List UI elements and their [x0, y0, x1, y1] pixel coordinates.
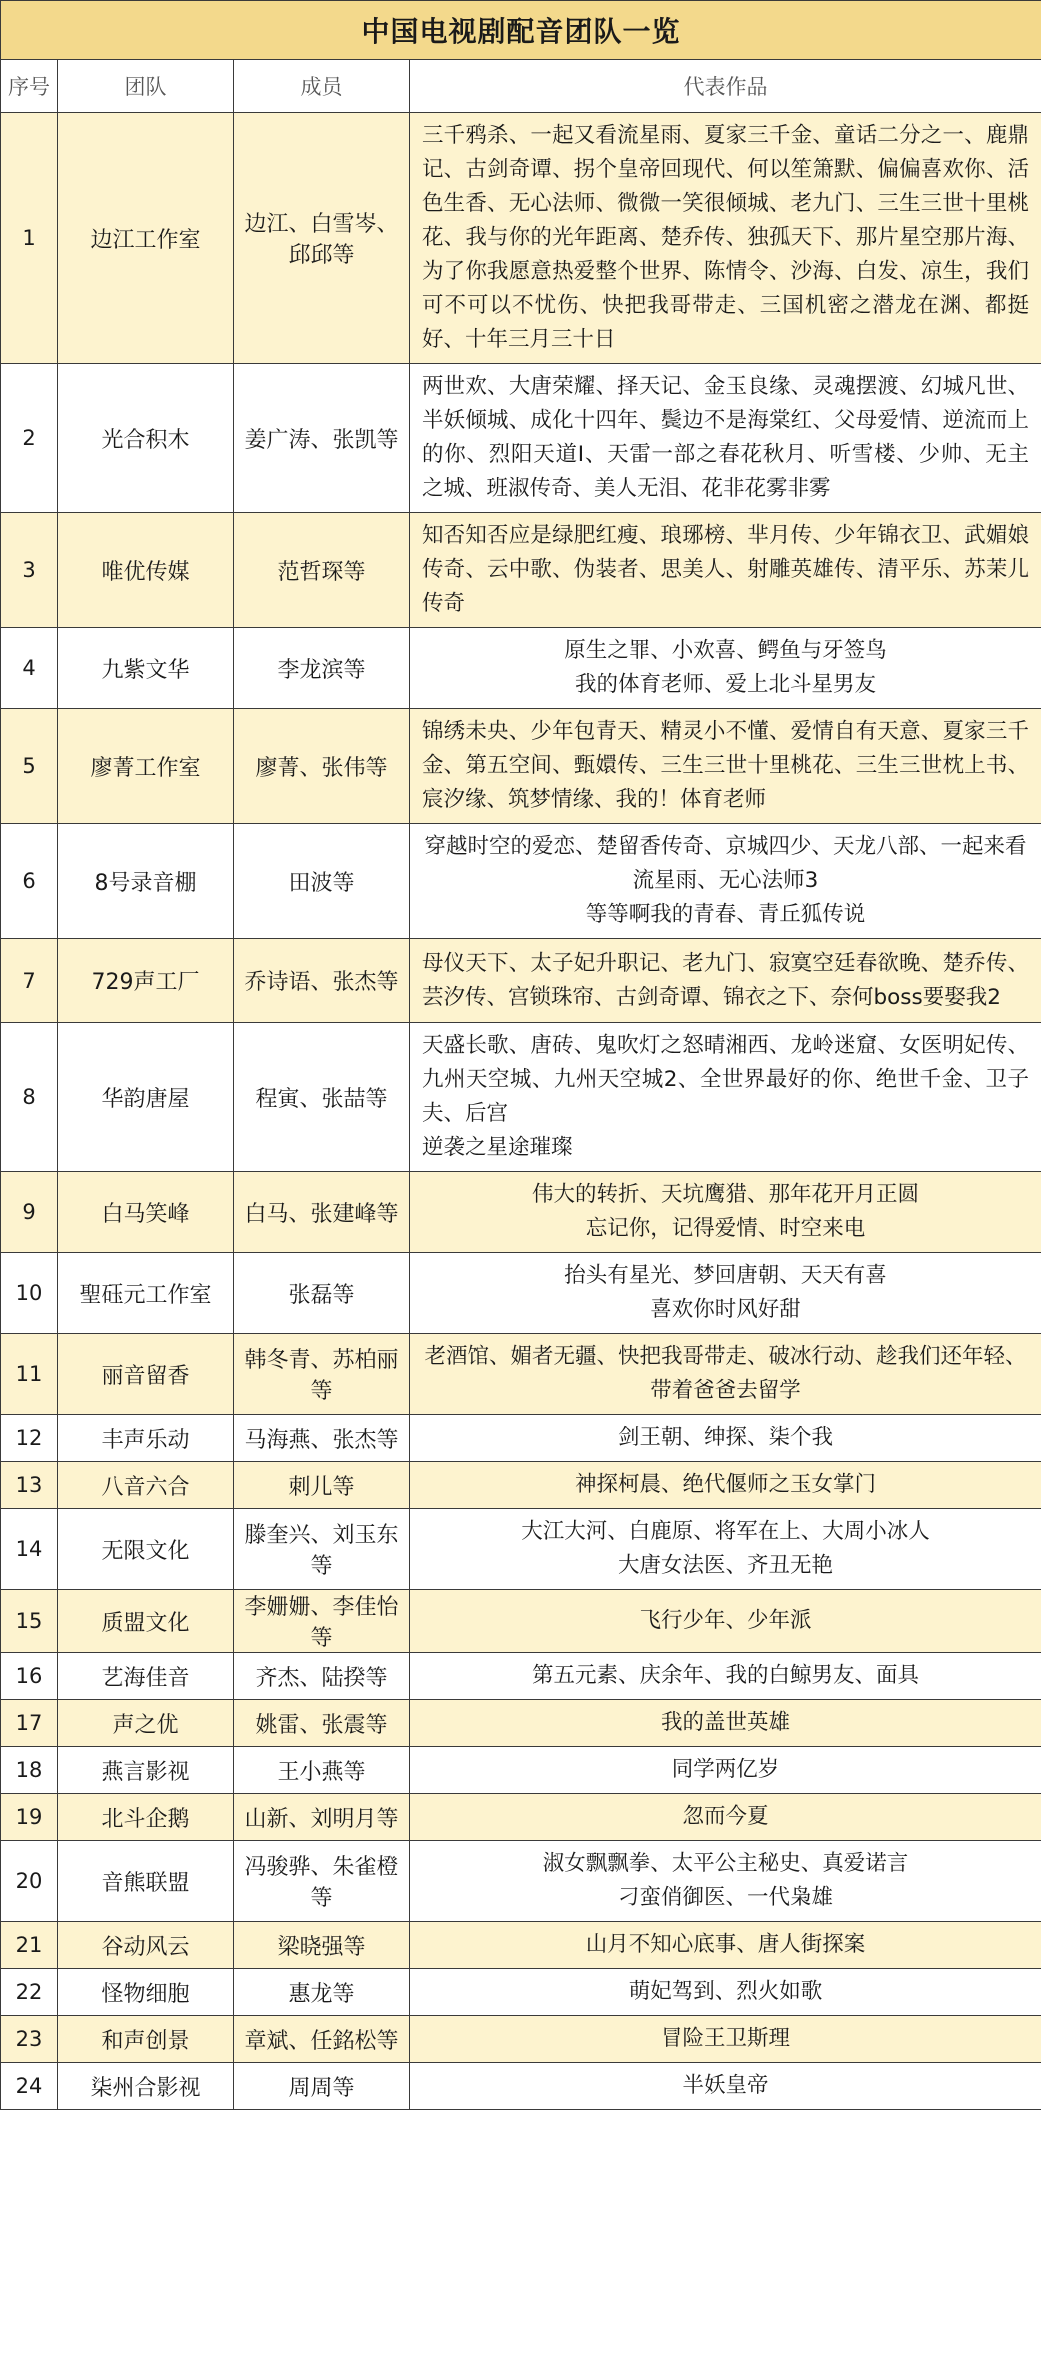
representative-works: 伟大的转折、天坑鹰猎、那年花开月正圆 忘记你，记得爱情、时空来电 [410, 1172, 1041, 1253]
representative-works: 天盛长歌、唐砖、鬼吹灯之怒晴湘西、龙岭迷窟、女医明妃传、九州天空城、九州天空城2、全世界最好的你、绝世千金、卫子夫、后宫 逆袭之星途璀璨 [410, 1023, 1041, 1172]
representative-works: 两世欢、大唐荣耀、择天记、金玉良缘、灵魂摆渡、幻城凡世、半妖倾城、成化十四年、鬓边不是海棠红、父母爱情、逆流而上的你、烈阳天道Ⅰ、天雷一部之春花秋月、听雪楼、少帅、无主之城、班淑传奇、美人无泪、花非花雾非雾 [410, 364, 1041, 513]
table-row [1, 1023, 1041, 1172]
representative-works: 山月不知心底事、唐人街探案 [410, 1922, 1041, 1969]
table-row [1, 1747, 1041, 1794]
representative-works: 老酒馆、媚者无疆、快把我哥带走、破冰行动、趁我们还年轻、带着爸爸去留学 [410, 1334, 1041, 1415]
table-row [1, 113, 1041, 364]
title-row [1, 1, 1041, 60]
team-name: 北斗企鹅 [58, 1794, 234, 1841]
team-name: 729声工厂 [58, 939, 234, 1023]
table-row [1, 1922, 1041, 1969]
team-name: 华韵唐屋 [58, 1023, 234, 1172]
team-members: 范哲琛等 [234, 513, 410, 628]
row-number: 12 [1, 1415, 58, 1462]
row-number: 2 [1, 364, 58, 513]
team-name: 质盟文化 [58, 1590, 234, 1653]
team-members: 章斌、任銘松等 [234, 2016, 410, 2063]
team-name: 音熊联盟 [58, 1841, 234, 1922]
representative-works: 飞行少年、少年派 [410, 1590, 1041, 1653]
table-row [1, 824, 1041, 939]
row-number: 9 [1, 1172, 58, 1253]
team-members: 廖菁、张伟等 [234, 709, 410, 824]
team-members: 惠龙等 [234, 1969, 410, 2016]
header-members: 成员 [234, 60, 410, 113]
team-name: 燕言影视 [58, 1747, 234, 1794]
header-works: 代表作品 [410, 60, 1041, 113]
team-name: 九紫文华 [58, 628, 234, 709]
table-row [1, 1653, 1041, 1700]
team-name: 艺海佳音 [58, 1653, 234, 1700]
team-members: 乔诗语、张杰等 [234, 939, 410, 1023]
team-name: 无限文化 [58, 1509, 234, 1590]
team-members: 田波等 [234, 824, 410, 939]
table-row [1, 1794, 1041, 1841]
team-name: 边江工作室 [58, 113, 234, 364]
row-number: 13 [1, 1462, 58, 1509]
table-row [1, 2016, 1041, 2063]
representative-works: 大江大河、白鹿原、将军在上、大周小冰人 大唐女法医、齐丑无艳 [410, 1509, 1041, 1590]
row-number: 23 [1, 2016, 58, 2063]
team-members: 王小燕等 [234, 1747, 410, 1794]
representative-works: 剑王朝、绅探、柒个我 [410, 1415, 1041, 1462]
row-number: 3 [1, 513, 58, 628]
row-number: 4 [1, 628, 58, 709]
team-name: 怪物细胞 [58, 1969, 234, 2016]
row-number: 14 [1, 1509, 58, 1590]
table-row [1, 1841, 1041, 1922]
team-members: 白马、张建峰等 [234, 1172, 410, 1253]
row-number: 5 [1, 709, 58, 824]
header-no: 序号 [1, 60, 58, 113]
team-name: 声之优 [58, 1700, 234, 1747]
team-name: 廖菁工作室 [58, 709, 234, 824]
team-name: 和声创景 [58, 2016, 234, 2063]
table-row [1, 709, 1041, 824]
table-row [1, 1590, 1041, 1653]
team-name: 8号录音棚 [58, 824, 234, 939]
representative-works: 萌妃驾到、烈火如歌 [410, 1969, 1041, 2016]
team-members: 周周等 [234, 2063, 410, 2110]
table-row [1, 939, 1041, 1023]
team-name: 丽音留香 [58, 1334, 234, 1415]
table-row [1, 1700, 1041, 1747]
team-name: 八音六合 [58, 1462, 234, 1509]
team-members: 刺儿等 [234, 1462, 410, 1509]
row-number: 21 [1, 1922, 58, 1969]
representative-works: 锦绣未央、少年包青天、精灵小不懂、爱情自有天意、夏家三千金、第五空间、甄嬛传、三生三世十里桃花、三生三世枕上书、宸汐缘、筑梦情缘、我的！体育老师 [410, 709, 1041, 824]
team-members: 齐杰、陆揆等 [234, 1653, 410, 1700]
team-name: 唯优传媒 [58, 513, 234, 628]
row-number: 20 [1, 1841, 58, 1922]
representative-works: 穿越时空的爱恋、楚留香传奇、京城四少、天龙八部、一起来看流星雨、无心法师3 等等啊我的青春、青丘狐传说 [410, 824, 1041, 939]
table-row [1, 2063, 1041, 2110]
representative-works: 神探柯晨、绝代偃师之玉女掌门 [410, 1462, 1041, 1509]
row-number: 22 [1, 1969, 58, 2016]
team-name: 丰声乐动 [58, 1415, 234, 1462]
team-name: 柒州合影视 [58, 2063, 234, 2110]
table-row [1, 1172, 1041, 1253]
table-row [1, 628, 1041, 709]
row-number: 19 [1, 1794, 58, 1841]
team-members: 梁晓强等 [234, 1922, 410, 1969]
row-number: 18 [1, 1747, 58, 1794]
representative-works: 我的盖世英雄 [410, 1700, 1041, 1747]
representative-works: 半妖皇帝 [410, 2063, 1041, 2110]
table-row [1, 513, 1041, 628]
header-team: 团队 [58, 60, 234, 113]
row-number: 24 [1, 2063, 58, 2110]
row-number: 7 [1, 939, 58, 1023]
team-name: 白马笑峰 [58, 1172, 234, 1253]
representative-works: 三千鸦杀、一起又看流星雨、夏家三千金、童话二分之一、鹿鼎记、古剑奇谭、拐个皇帝回现代、何以笙箫默、偏偏喜欢你、活色生香、无心法师、微微一笑很倾城、老九门、三生三世十里桃花、我与你的光年距离、楚乔传、独孤天下、那片星空那片海、为了你我愿意热爱整个世界、陈情令、沙海、白发、凉生，我们可不可以不忧伤、快把我哥带走、三国机密之潜龙在渊、都挺好、十年三月三十日 [410, 113, 1041, 364]
row-number: 1 [1, 113, 58, 364]
team-members: 边江、白雪岑、邱邱等 [234, 113, 410, 364]
table-row [1, 364, 1041, 513]
table-body [1, 113, 1041, 2110]
row-number: 10 [1, 1253, 58, 1334]
table-title: 中国电视剧配音团队一览 [1, 1, 1041, 60]
table-row [1, 1969, 1041, 2016]
table-row [1, 1334, 1041, 1415]
team-members: 李龙滨等 [234, 628, 410, 709]
header-row [1, 60, 1041, 113]
row-number: 15 [1, 1590, 58, 1653]
representative-works: 第五元素、庆余年、我的白鲸男友、面具 [410, 1653, 1041, 1700]
team-members: 马海燕、张杰等 [234, 1415, 410, 1462]
team-members: 韩冬青、苏柏丽等 [234, 1334, 410, 1415]
table-row [1, 1462, 1041, 1509]
representative-works: 冒险王卫斯理 [410, 2016, 1041, 2063]
representative-works: 抬头有星光、梦回唐朝、天天有喜 喜欢你时风好甜 [410, 1253, 1041, 1334]
team-members: 姜广涛、张凯等 [234, 364, 410, 513]
table-row [1, 1509, 1041, 1590]
table-row [1, 1253, 1041, 1334]
team-members: 滕奎兴、刘玉东等 [234, 1509, 410, 1590]
row-number: 8 [1, 1023, 58, 1172]
row-number: 11 [1, 1334, 58, 1415]
team-name: 光合积木 [58, 364, 234, 513]
representative-works: 同学两亿岁 [410, 1747, 1041, 1794]
team-members: 山新、刘明月等 [234, 1794, 410, 1841]
team-name: 聖砡元工作室 [58, 1253, 234, 1334]
row-number: 17 [1, 1700, 58, 1747]
team-members: 程寅、张喆等 [234, 1023, 410, 1172]
representative-works: 知否知否应是绿肥红瘦、琅琊榜、芈月传、少年锦衣卫、武媚娘传奇、云中歌、伪装者、思美人、射雕英雄传、清平乐、苏茉儿传奇 [410, 513, 1041, 628]
team-members: 李姗姗、李佳怡等 [234, 1590, 410, 1653]
team-members: 张磊等 [234, 1253, 410, 1334]
team-name: 谷动风云 [58, 1922, 234, 1969]
row-number: 6 [1, 824, 58, 939]
table-row [1, 1415, 1041, 1462]
representative-works: 母仪天下、太子妃升职记、老九门、寂寞空廷春欲晚、楚乔传、芸汐传、宫锁珠帘、古剑奇谭、锦衣之下、奈何boss要娶我2 [410, 939, 1041, 1023]
team-members: 冯骏骅、朱雀橙等 [234, 1841, 410, 1922]
representative-works: 原生之罪、小欢喜、鳄鱼与牙签鸟 我的体育老师、爱上北斗星男友 [410, 628, 1041, 709]
team-members: 姚雷、张震等 [234, 1700, 410, 1747]
representative-works: 淑女飘飘拳、太平公主秘史、真爱诺言 刁蛮俏御医、一代枭雄 [410, 1841, 1041, 1922]
row-number: 16 [1, 1653, 58, 1700]
representative-works: 忽而今夏 [410, 1794, 1041, 1841]
